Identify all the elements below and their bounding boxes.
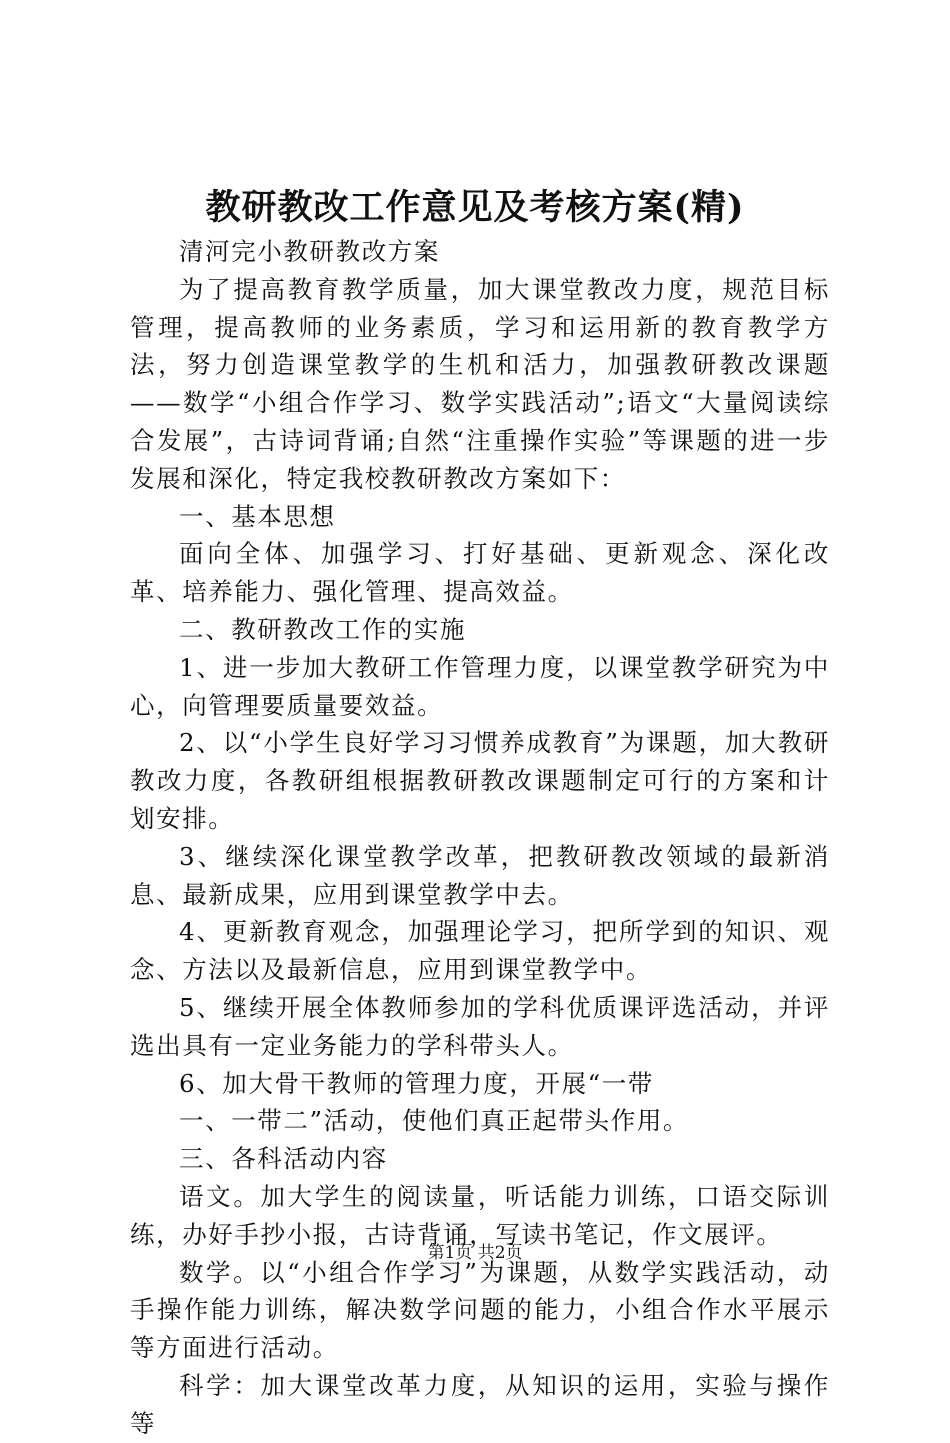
section-heading: 三、各科活动内容 (179, 1144, 388, 1174)
page-number-footer: 第1页 共2页 (427, 1243, 523, 1263)
paragraph: 语文。加大学生的阅读量，听话能力训练，口语交际训练，办好手抄小报，古诗背诵，写读书笔记，作文展评。 (130, 1181, 830, 1249)
paragraph: 数学。以“小组合作学习”为课题，从数学实践活动，动手操作能力训练，解决数学问题的能力，小组合作水平展示等方面进行活动。 (130, 1257, 830, 1363)
paragraph: 为了提高教育教学质量，加大课堂教改力度，规范目标管理，提高教师的业务素质，学习和运用新的教育教学方法，努力创造课堂教学的生机和活力，加强教研教改课题——数学“小组合作学习、数学实践活动”;语文“大量阅读综合发展”，古诗词背诵;自然“注重操作实验”等课题的进一步发展和深化，特定我校教研教改方案如下： (130, 274, 830, 493)
list-item: 6、加大骨干教师的管理力度，开展“一带 (179, 1068, 655, 1098)
list-item: 4、更新教育观念，加强理论学习，把所学到的知识、观念、方法以及最新信息，应用到课堂教学中。 (130, 917, 830, 985)
list-item: 5、继续开展全体教师参加的学科优质课评选活动，并评选出具有一定业务能力的学科带头人。 (130, 992, 830, 1060)
list-item: 3、继续深化课堂教学改革，把教研教改领域的最新消息、最新成果，应用到课堂教学中去。 (130, 841, 830, 909)
section-heading: 二、教研教改工作的实施 (179, 614, 467, 644)
paragraph: 科学：加大课堂改革力度，从知识的运用，实验与操作等 (130, 1370, 830, 1438)
section-heading: 一、基本思想 (179, 501, 336, 531)
paragraph: 面向全体、加强学习、打好基础、更新观念、深化改革、培养能力、强化管理、提高效益。 (130, 539, 830, 607)
list-item: 2、以“小学生良好学习习惯养成教育”为课题，加大教研教改力度，各教研组根据教研教改课题制定可行的方案和计划安排。 (130, 728, 830, 833)
paragraph: 一、一带二”活动，使他们真正起带头作用。 (179, 1106, 690, 1136)
document-title: 教研教改工作意见及考核方案(精) (205, 187, 745, 228)
paragraph: 清河完小教研教改方案 (179, 237, 440, 266)
list-item: 1、进一步加大教研工作管理力度，以课堂教学研究为中心，向管理要质量要效益。 (130, 652, 830, 720)
